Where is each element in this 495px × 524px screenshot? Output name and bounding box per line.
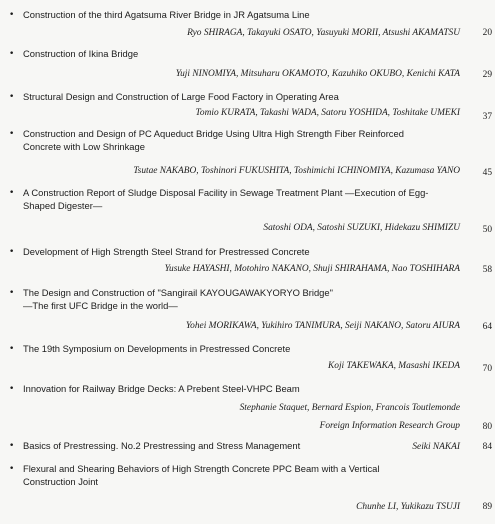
article-title: Structural Design and Construction of Large Food Factory in Operating Area bbox=[23, 91, 339, 102]
article-title: Construction and Design of PC Aqueduct Bridge Using Ultra High Strength Fiber Reinforced Concrete with Low Shrinkage bbox=[23, 128, 404, 152]
page-number: 64 bbox=[482, 322, 492, 332]
bullet-icon: • bbox=[9, 344, 15, 354]
bullet-icon: • bbox=[9, 247, 15, 257]
research-group: Foreign Information Research Group bbox=[319, 421, 460, 431]
article-authors: Stephanie Staquet, Bernard Espion, Francois Toutlemonde bbox=[239, 403, 460, 413]
article-authors: Ryo SHIRAGA, Takayuki OSATO, Yasuyuki MORII, Atsushi AKAMATSU bbox=[187, 28, 460, 38]
page-number: 89 bbox=[482, 502, 492, 512]
bullet-icon: • bbox=[9, 49, 15, 59]
article-authors: Yuji NINOMIYA, Mitsuharu OKAMOTO, Kazuhiko OKUBO, Kenichi KATA bbox=[175, 69, 460, 79]
article-title: Flexural and Shearing Behaviors of High Strength Concrete PPC Beam with a Vertical Construction Joint bbox=[23, 463, 380, 487]
page-number: 20 bbox=[482, 28, 492, 38]
article-authors: Koji TAKEWAKA, Masashi IKEDA bbox=[328, 361, 460, 371]
article-authors: Satoshi ODA, Satoshi SUZUKI, Hidekazu SHIMIZU bbox=[263, 223, 460, 233]
article-title: Construction of the third Agatsuma River Bridge in JR Agatsuma Line bbox=[23, 9, 310, 20]
page-number: 80 bbox=[482, 422, 492, 432]
page-number: 58 bbox=[482, 265, 492, 275]
article-authors: Tsutae NAKABO, Toshinori FUKUSHITA, Toshimichi ICHINOMIYA, Kazumasa YANO bbox=[133, 166, 460, 176]
bullet-icon: • bbox=[9, 10, 15, 20]
article-title: Innovation for Railway Bridge Decks: A Prebent Steel-VHPC Beam bbox=[23, 383, 300, 394]
article-title: Construction of Ikina Bridge bbox=[23, 48, 139, 59]
page-number: 70 bbox=[482, 364, 492, 374]
page-number: 84 bbox=[482, 442, 492, 452]
article-authors: Tomio KURATA, Takashi WADA, Satoru YOSHIDA, Toshitake UMEKI bbox=[195, 108, 460, 118]
page-number: 29 bbox=[482, 70, 492, 80]
page-number: 45 bbox=[482, 168, 492, 178]
bullet-icon: • bbox=[9, 288, 15, 298]
article-title: The 19th Symposium on Developments in Prestressed Concrete bbox=[23, 343, 291, 354]
article-authors: Seiki NAKAI bbox=[412, 442, 460, 452]
page-number: 37 bbox=[482, 112, 492, 122]
article-title: Basics of Prestressing. No.2 Prestressing and Stress Management bbox=[23, 440, 301, 451]
bullet-icon: • bbox=[9, 441, 15, 451]
bullet-icon: • bbox=[9, 384, 15, 394]
article-authors: Yohei MORIKAWA, Yukihiro TANIMURA, Seiji NAKANO, Satoru AIURA bbox=[185, 321, 460, 331]
article-authors: Chunhe LI, Yukikazu TSUJI bbox=[356, 502, 460, 512]
page-number: 50 bbox=[482, 225, 492, 235]
bullet-icon: • bbox=[9, 92, 15, 102]
article-title: Development of High Strength Steel Strand for Prestressed Concrete bbox=[23, 246, 310, 257]
bullet-icon: • bbox=[9, 188, 15, 198]
article-authors: Yusuke HAYASHI, Motohiro NAKANO, Shuji SHIRAHAMA, Nao TOSHIHARA bbox=[164, 264, 460, 274]
article-title: The Design and Construction of "Sangirail KAYOUGAWAKYORYO Bridge" —The first UFC Bridge in the world— bbox=[23, 287, 333, 311]
bullet-icon: • bbox=[9, 129, 15, 139]
article-title: A Construction Report of Sludge Disposal Facility in Sewage Treatment Plant —Execution of Egg- Shaped Digester— bbox=[23, 187, 429, 211]
bullet-icon: • bbox=[9, 464, 15, 474]
